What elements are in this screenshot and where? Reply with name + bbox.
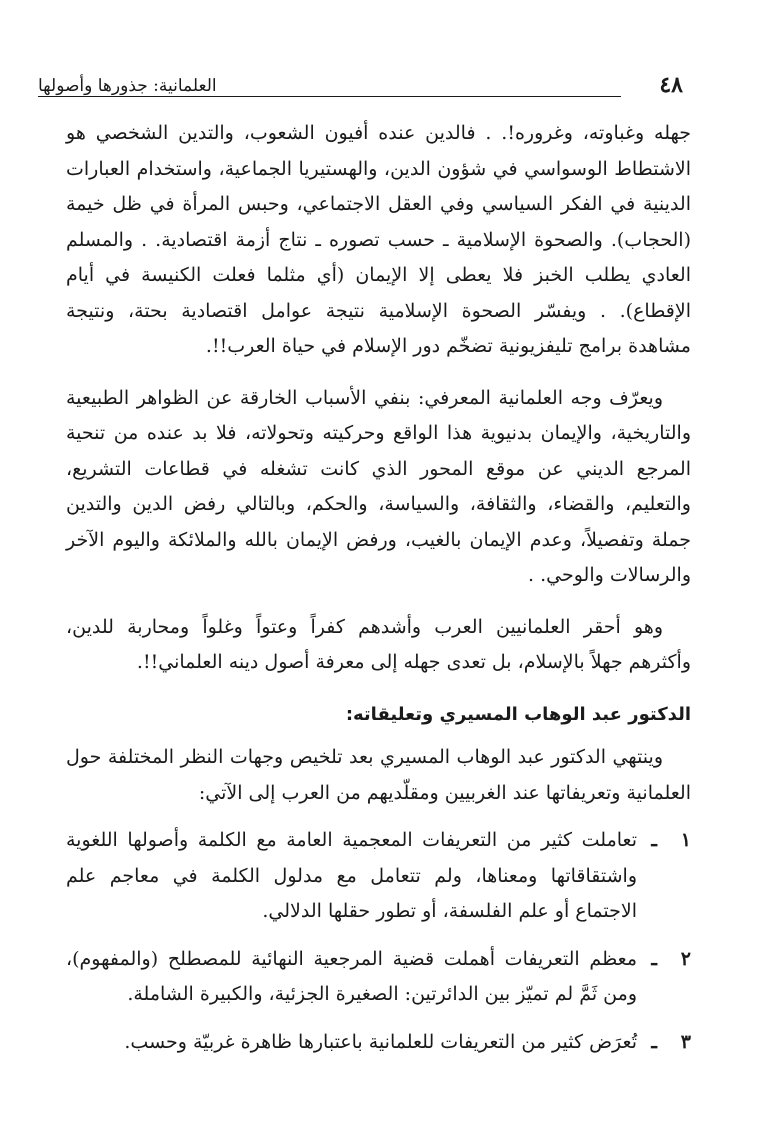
- list-item-dash: ـ: [651, 829, 657, 851]
- list-item-number: ٣: [680, 1030, 691, 1053]
- list-item: [66, 1025, 691, 1061]
- header-rule: [38, 96, 621, 97]
- page-number: ٤٨: [659, 72, 683, 98]
- running-title: العلمانية: جذورها وأصولها: [38, 76, 225, 96]
- list-item-dash: ـ: [651, 1030, 657, 1053]
- paragraph-3: وهو أحقر العلمانيين العرب وأشدهم كفراً وعتواً وغلواً ومحاربة للدين، وأكثرهم جهلاً بالإسلام، بل تعدى جهله إلى معرفة أصول دينه العلماني!!.: [66, 615, 691, 673]
- page-header: [38, 72, 683, 106]
- list-item-text: تُعرَض كثير من التعريفات للعلمانية باعتبارها ظاهرة غربيّة وحسب.: [124, 1030, 637, 1053]
- paragraph-1: جهله وغباوته، وغروره!. . فالدين عنده أفيون الشعوب، والتدين الشخصي هو الاشتطاط الوسواسي في شؤون الدين، والهستيريا الجماعية، واستخدام العبارات الدينية في الفكر السياسي وفي العقل الاجتماعي، وحبس المرأة في ظل خيمة (الحجاب). والصحوة الإسلامية ـ حسب تصوره ـ نتاج أزمة اقتصادية. . والمسلم العادي يطلب الخبز فلا يعطى إلا الإيمان (أي مثلما فعلت الكنيسة في أيام الإقطاع). . ويفسّر الصحوة الإسلامية نتيجة عوامل اقتصادية بحتة، ونتيجة مشاهدة برامج تليفزيونية تضخّم دور الإسلام في حياة العرب!!.: [66, 122, 691, 357]
- page-body: [66, 116, 691, 1060]
- list-item-number: ١: [680, 829, 691, 851]
- list-item: [66, 823, 691, 930]
- list-item: [66, 942, 691, 1013]
- section-intro: وينتهي الدكتور عبد الوهاب المسيري بعد تلخيص وجهات النظر المختلفة حول العلمانية وتعريفاتها عند الغربيين ومقلّديهم من العرب إلى الآتي:: [66, 746, 691, 804]
- paragraph-2: ويعرّف وجه العلمانية المعرفي: بنفي الأسباب الخارقة عن الظواهر الطبيعية والتاريخية، والإيمان بدنيوية هذا الواقع وحركيته وتحولاته، فلا بد عنده من تنحية المرجع الديني عن موقع المحور الذي كانت تشغله في قطاعات التشريع، والتعليم، والقضاء، والثقافة، والسياسة، والحكم، وبالتالي رفض الدين والتدين جملة وتفصيلاً، وعدم الإيمان بالغيب، ورفض الإيمان بالله والملائكة واليوم الآخر والرسالات والوحي. .: [66, 386, 691, 586]
- list-item-text: معظم التعريفات أهملت قضية المرجعية النهائية للمصطلح (والمفهوم)، ومن ثَمَّ لم تميّز بين الدائرتين: الصغيرة الجزئية، والكبيرة الشاملة.: [66, 947, 637, 1005]
- list-item-dash: ـ: [651, 947, 657, 970]
- list-item-text: تعاملت كثير من التعريفات المعجمية العامة مع الكلمة وأصولها اللغوية واشتقاقاتها ومعناها، ولم تتعامل مع مدلول الكلمة في معاجم علم الاجتماع أو علم الفلسفة، أو تطور حقلها الدلالي.: [66, 829, 637, 922]
- section-heading: الدكتور عبد الوهاب المسيري وتعليقاته:: [345, 703, 691, 725]
- list-item-number: ٢: [680, 947, 691, 970]
